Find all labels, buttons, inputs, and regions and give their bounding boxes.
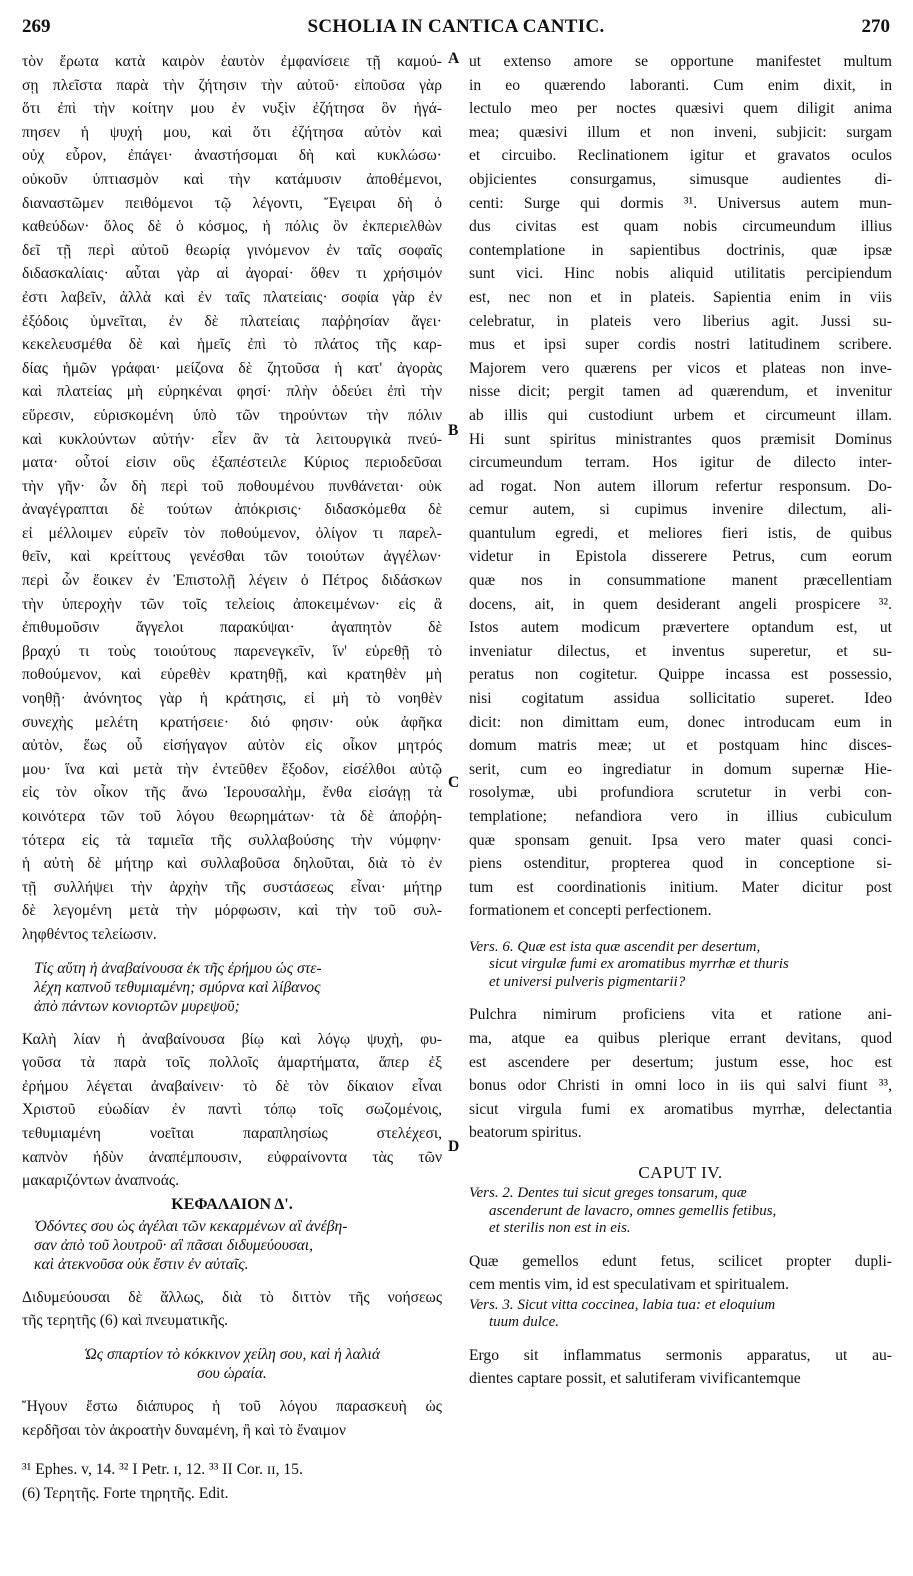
greek-text-line: καὶ πλατείας μὴ εὑρηκέναι φησί· πλὴν ὁδεύει ἐπὶ τὴν xyxy=(22,383,442,401)
greek-text-line: εὕρεσιν, εὑρισκομένη ὑπὸ τῶν τηρούντων τὴν πόλιν xyxy=(22,406,442,424)
greek-text-line: καπνὸν ἡδὺν ἀναπέμπουσιν, εὐφραίνοντα τὰς τῶν xyxy=(22,1148,442,1166)
greek-verse-line: σου ὡραία. xyxy=(197,1364,267,1382)
greek-text-line: τὴν ὑπεροχὴν τῶν τοῖς τελείοις ἀποκειμένων· εἰς ἃ xyxy=(22,595,442,613)
margin-letter-d: D xyxy=(448,1138,460,1155)
greek-chapter-heading: ΚΕΦΑΛΑΙΟΝ Δ'. xyxy=(171,1195,293,1213)
greek-verse-line: Ὡς σπαρτίον τὸ κόκκινον χείλη σου, καὶ ἡ λαλιά xyxy=(83,1345,381,1363)
latin-text-line: quæ sponsam genuit. Ipsa vero mater quasi conci- xyxy=(469,831,892,849)
greek-verse-line: καὶ ἀτεκνοῦσα οὐκ ἔστιν ἐν αὐταῖς. xyxy=(34,1255,249,1273)
latin-text-line: Majorem vero quærens per vicos et plateas non inve- xyxy=(469,359,892,377)
latin-text-line: Quæ gemellos edunt fetus, scilicet propter dupli- xyxy=(469,1252,892,1270)
greek-text-line: καθεύδων· ὅλος δὲ ὁ κόσμος, ἡ πόλις ὃν ἐκπεριελθὼν xyxy=(22,218,442,236)
latin-text-line: mea; quæsivi illum et non inveni, subjicit: surgam xyxy=(469,123,892,141)
latin-text-line: circumeundum terram. Hos igitur de dilecto inter- xyxy=(469,454,892,472)
greek-text-line: μου· ἵνα καὶ μετὰ τὴν ἐντεῦθεν ἔξοδον, εἰσέλθοι αὐτῷ xyxy=(22,760,442,778)
greek-text-line: ἐστι λαβεῖν, ἀλλὰ καὶ ἐν ταῖς πλατείαις· σοφία γὰρ ἐν xyxy=(22,288,442,306)
latin-text-line: et circuibo. Reclinationem igitur et gravatos oculos xyxy=(469,147,892,165)
greek-verse-line: λέχη καπνοῦ τεθυμιαμένη; σμύρνα καὶ λίβανος xyxy=(34,978,321,996)
greek-text-line: Διδυμεύουσαι δὲ ἄλλως, διὰ τὸ διττὸν τῆς νοήσεως xyxy=(22,1288,442,1306)
greek-text-line: συνεχὴς μελέτη κρατήσειε· διό φησιν· οὐκ ἀφῆκα xyxy=(22,713,442,731)
margin-letter-c: C xyxy=(448,774,460,791)
latin-text-line: sicut virgula fumi ex aromatibus myrrhæ, delectantia xyxy=(469,1100,892,1118)
greek-text-line: δεῖ τῇ περὶ αὐτοῦ θεωρίᾳ γινόμενον ἐν ταῖς σοφαῖς xyxy=(22,241,442,259)
greek-text-line: ἀναγέγραπται δὲ τούτων ἀπόκρισις· διδασκόμεθα δὲ xyxy=(22,501,442,519)
greek-verse-line: Ὀδόντες σου ὡς ἀγέλαι τῶν κεκαρμένων αἳ ἀνέβη- xyxy=(34,1217,348,1235)
greek-text-line: Χριστοῦ εὐωδίαν ἐν παντὶ τόπῳ τοῖς σωζομένοις, xyxy=(22,1101,442,1119)
latin-text-line: est, nec non et in plateis. Sapientia enim in viis xyxy=(469,288,892,306)
greek-text-line: τὸν ἔρωτα κατὰ καιρὸν ἑαυτὸν ἐμφανίσειε τῇ καμού- xyxy=(22,53,442,70)
latin-verse-line: et sterilis non est in eis. xyxy=(489,1220,631,1237)
latin-text-line: dus civitas est quam nobis circumeundum illius xyxy=(469,218,892,236)
greek-text-line: αὐτὸν, ἕως οὗ εἰσήγαγον αὐτὸν εἰς οἶκον μητρός xyxy=(22,737,442,755)
greek-text-line: ἐρήμου λέγεται ἀναβαίνειν· τὸ δὲ τὸν δίκαιον εἶναι xyxy=(22,1077,442,1095)
latin-text-line: peratus non cogitetur. Quippe incassa est possessio, xyxy=(469,666,892,684)
latin-verse-line: Vers. 3. Sicut vitta coccinea, labia tua: et eloquium xyxy=(469,1296,776,1313)
latin-text-line: videtur in Epistola disserere Petrus, cum eorum xyxy=(469,548,892,566)
latin-chapter-heading: CAPUT IV. xyxy=(638,1163,723,1183)
latin-text-line: cemur autem, si cupimus invenire dilectum, ali- xyxy=(469,501,892,519)
greek-text-line: τῇ συλλήψει τὴν ἀρχὴν τῆς συστάσεως εἶναι· μήτηρ xyxy=(22,878,442,896)
greek-text-line: ποθούμενον, καὶ εὑρεθὲν κρατηθῇ, καὶ κρατηθὲν μὴ xyxy=(22,666,442,684)
latin-text-line: nisi cogitatum assidua sollicitatio superet. Ideo xyxy=(469,690,892,708)
latin-text-line: Istos autem modicum prævertere optandum est, ut xyxy=(469,619,892,637)
greek-text-line: τῆς τερητῆς (6) καὶ πνευματικῆς. xyxy=(22,1312,229,1330)
greek-text-line: μακαριζόντων ἀναπνοάς. xyxy=(22,1172,179,1190)
greek-text-line: πησεν ἡ ψυχή μου, καὶ ὅτι ἐζήτησα αὐτὸν καὶ xyxy=(22,123,442,141)
footnote: ³¹ Ephes. v, 14. ³² I Petr. ɪ, 12. ³³ II Cor. ɪɪ, 15. xyxy=(22,1461,303,1479)
margin-letter-b: B xyxy=(448,422,459,439)
greek-text-line: εἰ μέλλοιμεν εὑρεῖν τὸν ποθούμενον, ὀλίγον τι παρελ- xyxy=(22,524,442,542)
greek-text-line: διδασκαλίαις· αὗται γὰρ αἱ ἀγοραί· ὅθεν τι χρήσιμόν xyxy=(22,265,442,283)
greek-text-line: ματα· οὗτοί εἰσιν οὓς ἐξαπέστειλε Κύριος περιοδεῦσαι xyxy=(22,454,442,472)
greek-text-line: ἐπιθυμοῦσιν ἄγγελοι παρακύψαι· ἀγαπητὸν δὲ xyxy=(22,619,442,637)
greek-text-line: τὴν γῆν· ὧν δὴ περὶ τοῦ ποθουμένου πυνθάνεται· οὐκ xyxy=(22,477,442,495)
latin-text-line: templatione; nefandiora vero in illius cubiculum xyxy=(469,808,892,825)
latin-text-line: celebratur, in plateis vero liberius agit. Jussi su- xyxy=(469,312,892,330)
page-number-right: 270 xyxy=(861,16,890,37)
greek-text-line: ἐξόδοις ὑμνεῖται, ἐν δὲ πλατείαις παῤῥησίαν ἄγει· xyxy=(22,312,442,330)
greek-text-line: νοηθῇ· ἀνόνητος γὰρ ἡ κράτησις, εἰ μὴ τὸ νοηθὲν xyxy=(22,690,442,708)
greek-text-line: ὅτι ἐπὶ τὴν κοίτην μου ἐν νυξὶν ἐζήτησα ὃν ἠγά- xyxy=(22,100,442,118)
greek-text-line: γοῦσα τὰ παρὰ τοῖς πολλοῖς ἁμαρτήματα, ἅπερ ἐξ xyxy=(22,1054,442,1072)
greek-text-line: δὲ λεγομένη μετὰ τὴν μόρφωσιν, καὶ τὴν τοῦ συλ- xyxy=(22,902,442,920)
latin-text-line: sunt vici. Hinc nobis aliquid utilitatis percipiendum xyxy=(469,265,892,283)
latin-text-line: rosolymæ, ubi profundiora scrutetur in verbi con- xyxy=(469,784,892,802)
greek-column xyxy=(22,50,442,1506)
latin-text-line: inveniatur dilectus, et inventus superetur, et su- xyxy=(469,642,892,660)
greek-verse-line: Τίς αὕτη ἡ ἀναβαίνουσα ἐκ τῆς ἐρήμου ὡς στε- xyxy=(34,959,322,977)
latin-text-line: ut extenso amore se opportune manifestet multum xyxy=(469,53,892,70)
latin-verse-line: Vers. 2. Dentes tui sicut greges tonsarum, quæ xyxy=(469,1185,747,1202)
latin-verse-line: ascenderunt de lavacro, omnes gemellis fetibus, xyxy=(489,1202,777,1219)
latin-text-line: Pulchra nimirum proficiens vita et ratione ani- xyxy=(469,1006,892,1024)
latin-text-line: Hi sunt spiritus ministrantes quos præmisit Dominus xyxy=(469,430,892,448)
greek-text-line: ἡ αὐτὴ δὲ μήτηρ καὶ συλλαβοῦσα δηλοῦται, διὰ τὸ ἐν xyxy=(22,855,442,873)
latin-text-line: ma, atque ea quibus plerique errant devitans, quod xyxy=(469,1030,892,1048)
latin-text-line: nisse dicit; pergit tamen ad quærendum, et invenitur xyxy=(469,383,892,401)
latin-text-line: lectulo meo per noctes quæsivi quem diligit anima xyxy=(469,100,892,118)
latin-text-line: piens ostenditur, propterea quod in conceptione si- xyxy=(469,855,892,873)
running-title: SCHOLIA IN CANTICA CANTIC. xyxy=(307,16,605,37)
latin-text-line: tum est coordinationis initium. Mater dicitur post xyxy=(469,878,892,896)
latin-column xyxy=(469,50,892,1391)
greek-text-line: διαναστῶμεν πειθόμενοι τῷ λέγοντι, Ἔγειραι δὴ ὁ xyxy=(22,194,442,212)
latin-verse-line: tuum dulce. xyxy=(489,1314,559,1331)
latin-text-line: quæ nos in consummatione manent præcellentiam xyxy=(469,572,892,590)
latin-text-line: beatorum spiritus. xyxy=(469,1124,582,1142)
greek-text-line: ληφθέντος τελείωσιν. xyxy=(22,925,157,943)
greek-text-line: τεθυμιαμένη νοεῖται παραπλησίως στελέχεσι, xyxy=(22,1124,442,1142)
greek-text-line: τότερα εἰς τὰ ταμιεῖα τῆς συλλαβούσης τὴν νύμφην· xyxy=(22,831,442,849)
latin-text-line: Ergo sit inflammatus sermonis apparatus, ut au- xyxy=(469,1346,892,1364)
greek-text-line: Καλὴ λίαν ἡ ἀναβαίνουσα βίῳ καὶ λόγῳ ψυχὴ, φυ- xyxy=(22,1030,442,1048)
greek-text-line: περὶ ὧν ἔοικεν ἐν Ἐπιστολῇ λέγειν ὁ Πέτρος διδάσκων xyxy=(22,572,442,590)
latin-text-line: dientes captare possit, et salutiferam vivificantemque xyxy=(469,1370,801,1388)
greek-text-line: βραχύ τι τοὺς τοιούτους παρενεγκεῖν, ἵν' εὑρεθῇ τὸ xyxy=(22,642,442,660)
page-number-left: 269 xyxy=(22,16,51,37)
greek-text-line: καὶ κυκλούντων αὐτήν· εἶεν ἂν τὰ λειτουργικὰ πνεύ- xyxy=(22,430,442,448)
latin-text-line: serit, cum eo ingrediatur in domum supernæ Hie- xyxy=(469,760,892,778)
latin-text-line: domum matris meæ; ut et postquam hinc disces- xyxy=(469,737,892,755)
latin-text-line: in eo quærendo laboranti. Cum enim dixit, in xyxy=(469,76,892,94)
latin-text-line: ad rogat. Non autem illorum refertur responsum. Do- xyxy=(469,477,892,495)
latin-verse-line: Vers. 6. Quæ est ista quæ ascendit per desertum, xyxy=(469,938,761,955)
latin-text-line: centi: Surge qui dormis ³¹. Universus autem mun- xyxy=(469,194,892,212)
latin-verse-line: et universi pulveris pigmentarii? xyxy=(489,973,686,990)
greek-verse-line: ἀπὸ πάντων κονιορτῶν μυρεψοῦ; xyxy=(34,997,240,1015)
latin-text-line: est ascendere per desertum; justum esse, hoc est xyxy=(469,1053,892,1071)
margin-letter-a: A xyxy=(448,50,460,67)
latin-text-line: cem mentis vim, id est speculativam et spiritualem. xyxy=(469,1276,790,1294)
latin-text-line: bonus odor Christi in omni loco in iis qui salvi fiunt ³³, xyxy=(469,1077,892,1095)
page-header xyxy=(22,16,890,40)
greek-text-line: κεκελευσμέθα δὲ καὶ ἡμεῖς ἐπὶ τὸ πλάτος τῆς καρ- xyxy=(22,336,442,354)
greek-text-line: οὐκοῦν ὑπτιασμὸν καὶ τὴν κατάμυσιν ἀποθέμενοι, xyxy=(22,170,442,188)
latin-text-line: quantulum egredi, et meliores fieri istis, de quibus xyxy=(469,524,892,542)
latin-text-line: mus et ipsi super cordis nostri latitudinem scribere. xyxy=(469,336,892,354)
greek-text-line: σῃ πλεῖστα παρὰ τὴν ζήτησιν τὴν αὐτοῦ· εἰποῦσα γὰρ xyxy=(22,76,442,94)
latin-text-line: objicientes consurgamus, simusque audientes di- xyxy=(469,170,892,188)
latin-text-line: dicit: non dimittam eum, donec introducam eum in xyxy=(469,713,892,731)
greek-text-line: θεῖν, καὶ κρείττους γενέσθαι τῶν τοιούτων ἀγγέλων· xyxy=(22,548,442,566)
latin-verse-line: sicut virgulæ fumi ex aromatibus myrrhæ et thuris xyxy=(489,956,789,973)
greek-text-line: εἰς τὸν οἶκον τῆς ἄνω Ἱερουσαλὴμ, ἔνθα εἰσάγῃ τὰ xyxy=(22,784,442,802)
greek-text-line: Ἤγουν ἔστω διάπυρος ἡ τοῦ λόγου παρασκευὴ ὡς xyxy=(22,1397,442,1415)
greek-text-line: οὐχ εὗρον, ἐπάγει· ἀναστήσομαι δὴ καὶ κυκλώσω· xyxy=(22,147,442,165)
greek-text-line: κερδῆσαι τὸν ἀκροατὴν δυναμένη, ἢ καὶ τὸ ἔναιμον xyxy=(22,1421,346,1439)
latin-text-line: contemplatione in sapientibus doctrinis, quæ ipsæ xyxy=(469,241,892,259)
latin-text-line: docens, ait, in quem desiderant angeli prospicere ³². xyxy=(469,595,892,613)
latin-text-line: ab illis qui custodiunt urbem et circumeunt illam. xyxy=(469,406,892,424)
footnote: (6) Τερητῆς. Forte τηρητῆς. Edit. xyxy=(22,1485,229,1503)
greek-verse-line: σαν ἀπὸ τοῦ λουτροῦ· αἳ πᾶσαι διδυμεύουσαι, xyxy=(34,1236,314,1254)
greek-text-line: δίας ἡμῶν γράφαι· μείζονα δὲ ζητοῦσα ἡ κατ' ἀγορὰς xyxy=(22,359,442,377)
latin-text-line: formationem et concepti perfectionem. xyxy=(469,902,712,920)
greek-text-line: κοινότερα τῶν τοῦ λόγου θεωρημάτων· τὰ δὲ ἀποῤῥη- xyxy=(22,808,442,825)
